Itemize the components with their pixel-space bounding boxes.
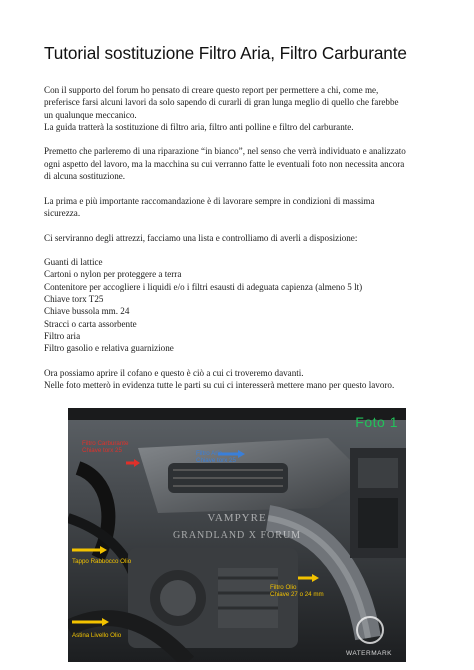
engine-bay-photo	[68, 408, 406, 662]
watermark-footer: WATERMARK	[345, 650, 392, 657]
annotation-text: Chiave torx 25	[196, 457, 236, 464]
watermark-text: GRANDLAND X FORUM	[172, 530, 302, 541]
annotation-dipstick	[72, 632, 121, 639]
paragraph-line: Ci serviranno degli attrezzi, facciamo una lista e controlliamo di averli a disposizione:	[44, 232, 358, 243]
tool-list-item: Cartoni o nylon per proteggere a terra	[44, 269, 182, 280]
annotation-text: Filtro Olio	[270, 584, 297, 591]
tool-list-item: Contenitore per accogliere i liquidi e/o i filtri esausti di adeguata capienza (almeno 5 lt)	[44, 281, 363, 292]
annotation-text: Chiave 27 o 24 mm	[270, 591, 324, 598]
paragraph-line: Premetto che parleremo di una riparazione “in bianco”, nel senso che verrà individuato e analizzato	[44, 146, 406, 157]
annotation-text: Astina Livello Olio	[72, 632, 122, 639]
annotation-oil-filter	[270, 584, 324, 598]
photo-label: Foto 1	[355, 414, 398, 430]
annotation-air-filter	[196, 450, 236, 464]
paragraph-line: ogni aspetto del lavoro, ma la macchina su cui verranno fatte le eventuali foto non necessita ancora	[44, 158, 405, 169]
annotation-fuel-filter	[82, 440, 128, 454]
paragraph-line: Nelle foto metterò in evidenza tutte le parti su cui ci interesserà mettere mano per questo lavoro.	[44, 380, 395, 391]
annotation-text: Filtro Carburante	[82, 440, 129, 447]
tool-list-item: Chiave bussola mm. 24	[44, 306, 130, 317]
tool-list-item: Guanti di lattice	[44, 257, 103, 268]
watermark-text: VAMPYRE	[207, 512, 267, 524]
annotation-text: Chiave torx 25	[82, 447, 122, 454]
paragraph-line: di alcuna sostituzione.	[44, 171, 126, 182]
paragraph-line: un qualunque meccanico.	[44, 109, 137, 120]
tool-list-item: Filtro aria	[44, 330, 81, 341]
paragraph-line: La guida tratterà la sostituzione di filtro aria, filtro anti polline e filtro del carburante.	[44, 121, 354, 132]
document-title: Tutorial sostituzione Filtro Aria, Filtro Carburante	[44, 43, 407, 63]
annotation-text: Filtro Aria	[196, 450, 223, 457]
tool-list-item: Chiave torx T25	[44, 294, 104, 305]
paragraph-line: La prima e più importante raccomandazione è di lavorare sempre in condizioni di massima	[44, 195, 375, 206]
tool-list-item: Filtro gasolio e relativa guarnizione	[44, 343, 174, 354]
paragraph-line: sicurezza.	[44, 207, 81, 218]
tool-list-item: Stracci o carta assorbente	[44, 318, 137, 329]
annotation-oil-cap	[72, 558, 131, 565]
document-body	[44, 84, 436, 391]
paragraph-line: Ora possiamo aprire il cofano e questo è ciò a cui ci troveremo davanti.	[44, 367, 304, 378]
paragraph-line: preferisce farsi alcuni lavori da solo sapendo di curarli di gran lunga meglio di quello che farebbe	[44, 97, 399, 108]
annotation-text: Tappo Rabbocco Olio	[72, 558, 132, 565]
paragraph-line: Con il supporto del forum ho pensato di creare questo report per permettere a chi, come me,	[44, 85, 379, 95]
